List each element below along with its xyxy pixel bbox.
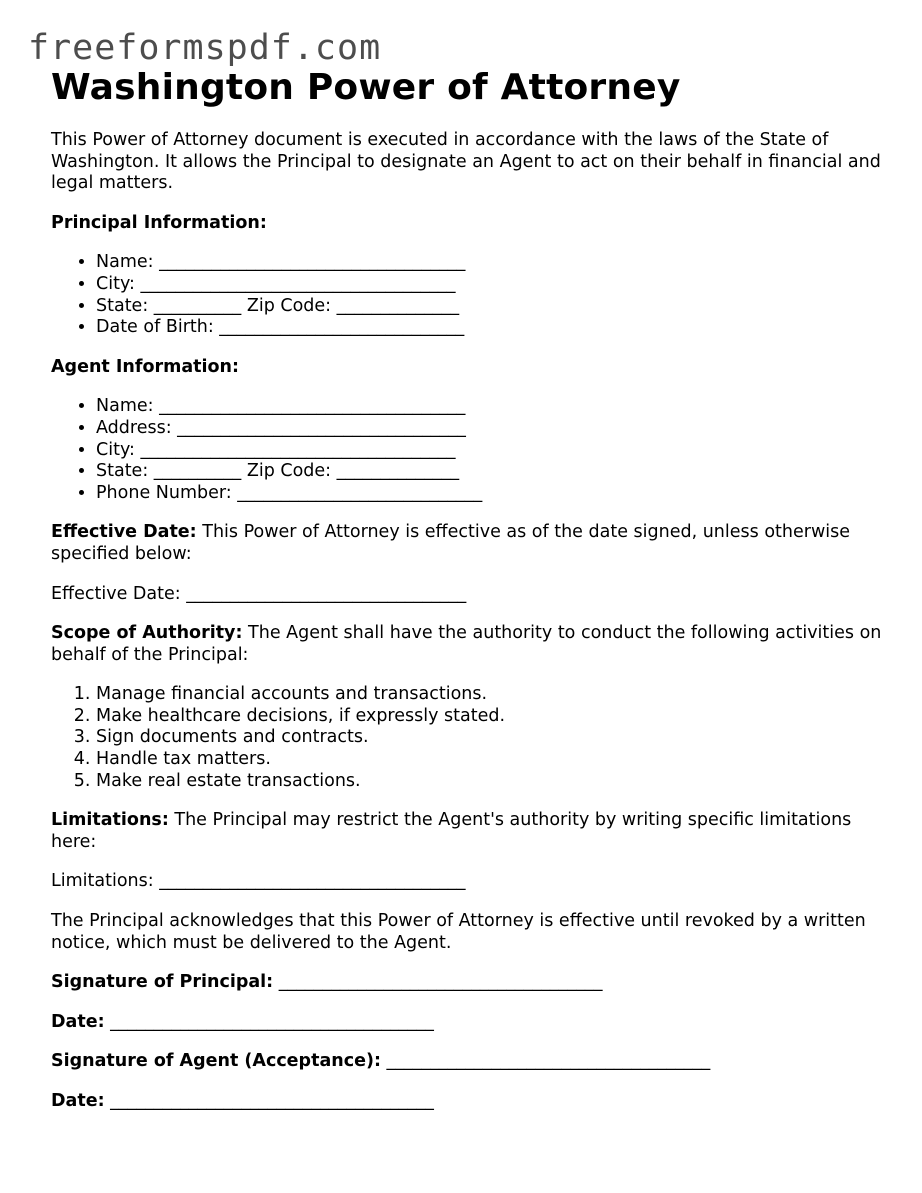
agent-date-field bbox=[51, 1091, 891, 1113]
principal-signature-field bbox=[51, 972, 891, 994]
effective-date-label: Effective Date: bbox=[51, 522, 197, 543]
scope-paragraph bbox=[51, 623, 891, 666]
principal-state-zip-field: • State: __________ Zip Code: ______________ bbox=[96, 296, 891, 318]
agent-signature-field bbox=[51, 1051, 891, 1073]
effective-date-paragraph bbox=[51, 522, 891, 565]
scope-text: The Agent shall have the authority to conduct the following activities on behalf of the Principal: bbox=[51, 623, 882, 665]
scope-item: 4. Handle tax matters. bbox=[96, 749, 891, 771]
agent-date-line: _____________________________________ bbox=[104, 1091, 434, 1111]
agent-list bbox=[51, 396, 891, 504]
principal-date-label: Date: bbox=[51, 1011, 105, 1032]
scope-item: 3. Sign documents and contracts. bbox=[96, 727, 891, 749]
watermark: freeformspdf.com bbox=[28, 28, 382, 68]
scope-item: 5. Make real estate transactions. bbox=[96, 771, 891, 793]
agent-phone-field: • Phone Number: ____________________________ bbox=[96, 483, 891, 505]
principal-city-field: • City: ____________________________________ bbox=[96, 274, 891, 296]
principal-date-line: _____________________________________ bbox=[104, 1011, 434, 1032]
document-page bbox=[51, 64, 891, 1131]
scope-item: 2. Make healthcare decisions, if expressly stated. bbox=[96, 706, 891, 728]
page-title: Washington Power of Attorney bbox=[51, 67, 681, 108]
effective-date-field: Effective Date: ________________________________ bbox=[51, 583, 467, 604]
principal-date-field bbox=[51, 1012, 891, 1034]
agent-signature-label: Signature of Agent (Acceptance): bbox=[51, 1051, 381, 1072]
agent-address-field: • Address: _________________________________ bbox=[96, 418, 891, 440]
limitations-paragraph bbox=[51, 810, 891, 853]
principal-signature-line: _____________________________________ bbox=[273, 972, 603, 993]
scope-list bbox=[51, 684, 891, 792]
intro-paragraph: This Power of Attorney document is executed in accordance with the laws of the State of Washington. It allows the Principal to designate an Agent to act on their behalf in financial and legal matters. bbox=[51, 130, 881, 194]
principal-name-field: • Name: ___________________________________ bbox=[96, 252, 891, 274]
agent-heading: Agent Information: bbox=[51, 356, 239, 377]
limitations-field: Limitations: ___________________________________ bbox=[51, 871, 466, 892]
limitations-text: The Principal may restrict the Agent's authority by writing specific limitations here: bbox=[51, 810, 852, 852]
principal-list bbox=[51, 252, 891, 338]
principal-dob-field: • Date of Birth: ____________________________ bbox=[96, 317, 891, 339]
principal-heading: Principal Information: bbox=[51, 212, 267, 233]
principal-signature-label: Signature of Principal: bbox=[51, 972, 274, 993]
agent-name-field: • Name: ___________________________________ bbox=[96, 396, 891, 418]
agent-date-label: Date: bbox=[51, 1091, 105, 1111]
scope-label: Scope of Authority: bbox=[51, 623, 243, 644]
agent-signature-line: _____________________________________ bbox=[380, 1051, 711, 1072]
effective-date-text: This Power of Attorney is effective as of the date signed, unless otherwise specified below: bbox=[51, 522, 851, 564]
agent-state-zip-field: • State: __________ Zip Code: ______________ bbox=[96, 461, 891, 483]
agent-city-field: • City: ____________________________________ bbox=[96, 440, 891, 462]
scope-item: 1. Manage financial accounts and transactions. bbox=[96, 684, 891, 706]
acknowledgement-paragraph: The Principal acknowledges that this Power of Attorney is effective until revoked by a written notice, which must be delivered to the Agent. bbox=[51, 911, 866, 953]
limitations-label: Limitations: bbox=[51, 810, 169, 831]
